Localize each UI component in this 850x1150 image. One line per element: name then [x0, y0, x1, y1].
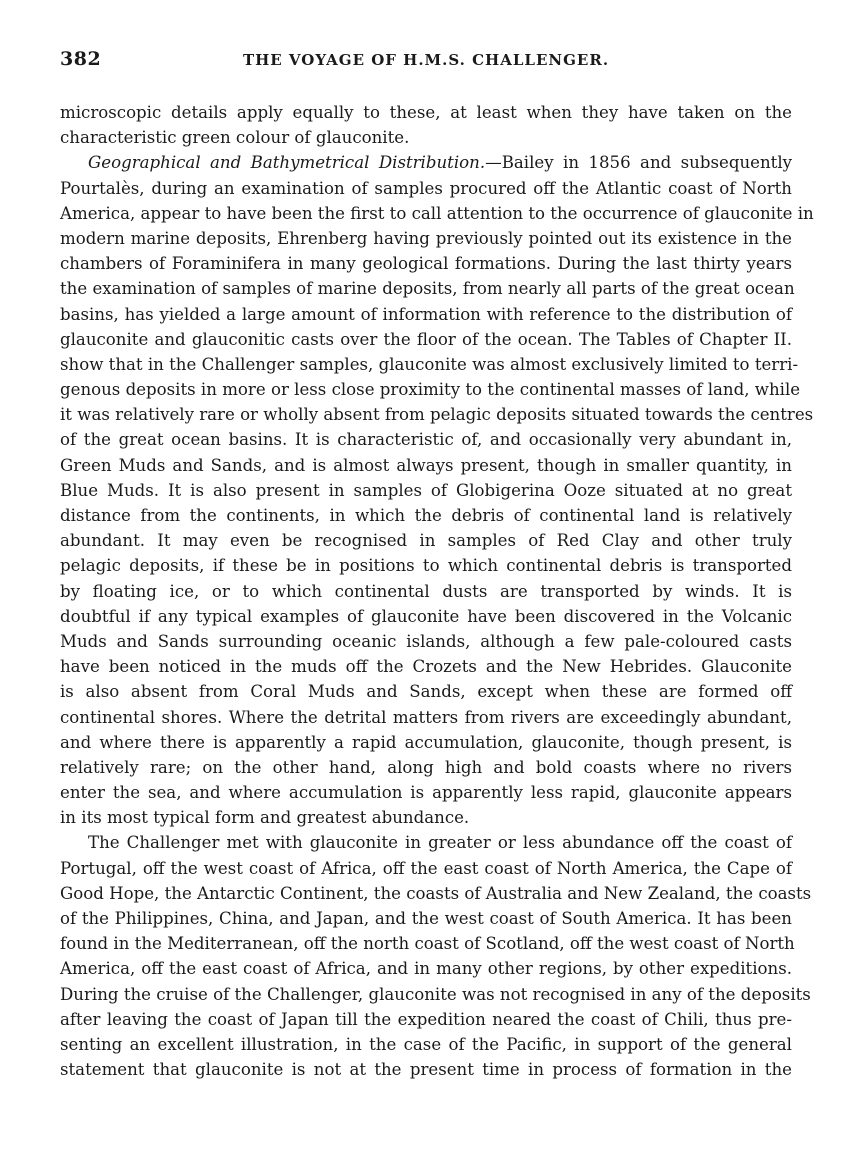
- text-line: of the great ocean basins. It is characteristic of, and occasionally very abundant in,: [60, 430, 792, 450]
- text-line: During the cruise of the Challenger, glauconite was not recognised in any of the deposits: [60, 984, 811, 1004]
- text-line: is also absent from Coral Muds and Sands, except when these are formed off: [60, 682, 792, 702]
- text-line: glauconite and glauconitic casts over the floor of the ocean. The Tables of Chapter II.: [60, 329, 792, 349]
- text-line: Blue Muds. It is also present in samples of Globigerina Ooze situated at no great: [60, 480, 792, 500]
- text-line: statement that glauconite is not at the present time in process of formation in the: [60, 1060, 792, 1080]
- text-line: the examination of samples of marine deposits, from nearly all parts of the great ocean: [60, 279, 795, 299]
- text-line: by floating ice, or to which continental dusts are transported by winds. It is: [60, 581, 792, 601]
- text-line: Green Muds and Sands, and is almost always present, though in smaller quantity, in: [60, 455, 792, 475]
- text-line: abundant. It may even be recognised in samples of Red Clay and other truly: [60, 531, 792, 551]
- text-line: [60, 150, 792, 175]
- text-line: distance from the continents, in which the debris of continental land is relatively: [60, 506, 792, 525]
- section-heading: Geographical and Bathymetrical Distribution.: [88, 153, 486, 173]
- document-page: [60, 48, 814, 1082]
- text-line: Pourtalès, during an examination of samples procured off the Atlantic coast of North: [60, 178, 792, 198]
- paragraph-continuation: [60, 100, 792, 150]
- text-line: microscopic details apply equally to these, at least when they have taken on the: [60, 103, 792, 122]
- text-line: Good Hope, the Antarctic Continent, the coasts of Australia and New Zealand, the coasts: [60, 883, 812, 903]
- text-line: Portugal, off the west coast of Africa, off the east coast of North America, the Cape of: [60, 858, 792, 878]
- text-line: enter the sea, and where accumulation is apparently less rapid, glauconite appears: [60, 783, 792, 803]
- running-title: THE VOYAGE OF H.M.S. CHALLENGER.: [242, 51, 610, 69]
- text-line: have been noticed in the muds off the Crozets and the New Hebrides. Glauconite: [60, 657, 792, 677]
- text-fragment: —Bailey in 1856 and subsequently: [485, 153, 792, 173]
- text-line: and where there is apparently a rapid accumulation, glauconite, though present, is: [60, 732, 792, 752]
- text-line: continental shores. Where the detrital matters from rivers are exceedingly abundant,: [60, 707, 792, 727]
- page-number: 382: [60, 48, 102, 70]
- text-line: senting an excellent illustration, in the case of the Pacific, in support of the general: [60, 1034, 792, 1054]
- paragraph-distribution: [60, 150, 814, 830]
- page-header: [60, 48, 792, 78]
- paragraph-challenger-findings: [60, 830, 812, 1082]
- text-line: it was relatively rare or wholly absent from pelagic deposits situated towards the centres: [60, 405, 814, 425]
- text-line: show that in the Challenger samples, glauconite was almost exclusively limited to terri-: [60, 354, 799, 374]
- text-line: found in the Mediterranean, off the north coast of Scotland, off the west coast of North: [60, 934, 795, 954]
- text-line: genous deposits in more or less close proximity to the continental masses of land, while: [60, 380, 801, 400]
- text-line: of the Philippines, China, and Japan, and the west coast of South America. It has been: [60, 909, 792, 928]
- text-line: modern marine deposits, Ehrenberg having previously pointed out its existence in the: [60, 228, 792, 248]
- text-line: characteristic green colour of glauconite.: [60, 128, 410, 148]
- text-line: relatively rare; on the other hand, along high and bold coasts where no rivers: [60, 757, 792, 777]
- text-line: Muds and Sands surrounding oceanic islands, although a few pale-coloured casts: [60, 631, 792, 651]
- text-line: in its most typical form and greatest abundance.: [60, 808, 470, 828]
- text-line: doubtful if any typical examples of glauconite have been discovered in the Volcanic: [60, 606, 792, 626]
- text-line: America, appear to have been the first to call attention to the occurrence of glauconite in: [60, 203, 814, 223]
- text-line: The Challenger met with glauconite in greater or less abundance off the coast of: [88, 833, 792, 853]
- text-line: pelagic deposits, if these be in positions to which continental debris is transported: [60, 556, 792, 576]
- text-line: after leaving the coast of Japan till the expedition neared the coast of Chili, thus pre-: [60, 1009, 792, 1029]
- text-line: America, off the east coast of Africa, and in many other regions, by other expeditions.: [60, 959, 792, 979]
- text-line: basins, has yielded a large amount of information with reference to the distribution of: [60, 304, 792, 324]
- text-line: chambers of Foraminifera in many geological formations. During the last thirty years: [60, 254, 792, 274]
